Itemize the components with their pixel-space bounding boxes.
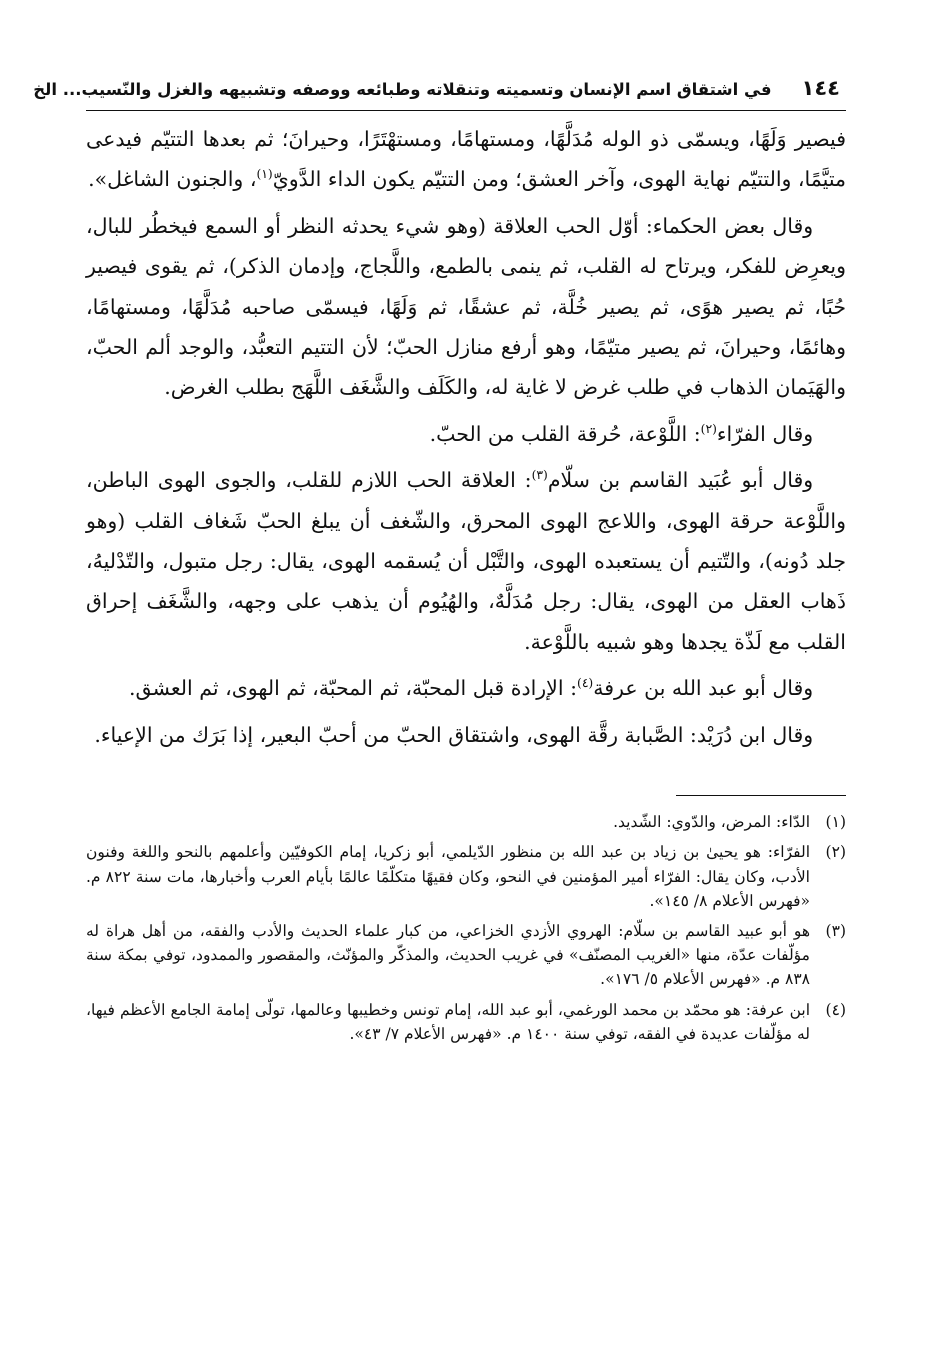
main-text xyxy=(86,119,846,755)
footnote-ref: (١) xyxy=(256,167,273,182)
footnote-number: (٢) xyxy=(825,843,846,862)
page-header xyxy=(33,60,846,111)
footnote-text: الفرّاء: هو يحيىٰ بن زياد بن عبد الله بن منظور الدّيلمي، أبو زكريا، إمام الكوفيّين وأعلمهم بالنحو واللغة وفنون الأدب، وكان يقال: الفرّاء أمير المؤمنين في النحو، وكان فقيهًا متكلّمًا عالمًا بأيام العرب وأخبارها، مات سنة ٨٢٢ م. «فهرس الأعلام ٨/ ١٤٥». xyxy=(86,843,810,910)
footnote-number: (٣) xyxy=(825,921,846,940)
paragraph: فيصير وَلَهًا، ويسمّى ذو الوله مُدَلَّهًا، ومستهامًا، ومستهْتَرًا، وحيرانَ؛ ثم بعدها التتيّم فيدعى متيَّمًا، والتتيّم نهاية الهوى، وآخر العشق؛ ومن التتيّم يكون الداء الدَّويّ$^{(١)}$، والجنون الشاغل». xyxy=(86,127,846,192)
book-page xyxy=(33,60,846,1330)
footnote-ref: (٣) xyxy=(531,468,548,483)
footnote-ref: (٢) xyxy=(700,422,717,437)
footnote xyxy=(86,998,846,1046)
paragraph: وقال بعض الحكماء: أوّل الحب العلاقة (وهو شيء يحدثه النظر أو السمع فيخطُر للبال، ويعرِض للفكر، ويرتاح له القلب، ثم ينمى بالطمع، واللَّجاج، وإدمان الذكر)، ثم يقوى فيصير حُبًا، ثم يصير هوًى، ثم يصير خُلَّة، ثم عشقًا، ثم وَلَهًا، فيسمّى صاحبه مُدَلَّهًا، ومستهامًا، وهائمًا، وحيرانَ، ثم يصير متيّمًا، وهو أرفع منازل الحبّ؛ لأن التتيم التعبُّد، والوجد ألم الحبّ، والهَيَمان الذهاب في طلب غرض لا غاية له، والكَلَف والشَّغَف اللَّهَج بطلب الغرض. xyxy=(86,213,846,400)
footnote xyxy=(86,919,846,992)
footnote-separator xyxy=(676,795,846,796)
paragraph: وقال أبو عُبَيد القاسم بن سلّام$^{(٣)}$: العلاقة الحب اللازم للقلب، والجوى الهوى الباطن، واللَّوْعة حرقة الهوى، واللاعج الهوى المحرق، والشّغف أن يبلغ الحبّ شَغاف القلب (وهو جلد دُونه)، والتّتيم أن يستعبده الهوى، والتَّبْل أن يُسقمه الهوى، يقال: رجل متبول، والتّدْليهُ، ذَهاب العقل من الهوى، يقال: رجل مُدَلَّهٌ، والهُيُوم أن يذهب على وجهه، والشَّغَف إحراق القلب مع لَذّة يجدها وهو شبيه باللَّوْعة. xyxy=(86,468,846,654)
footnote-text: ابن عرفة: هو محمّد بن محمد الورغمي، أبو عبد الله، إمام تونس وخطيبها وعالمها، تولّى إمامة الجامع الأعظم فيها، له مؤلّفات عديدة في الفقه، توفي سنة ١٤٠٠ م. «فهرس الأعلام ٧/ ٤٣». xyxy=(86,1000,810,1043)
paragraph: وقال الفرّاء$^{(٢)}$: اللَّوْعة، حُرقة القلب من الحبّ. xyxy=(429,421,814,446)
paragraph: وقال ابن دُرَيْد: الصَّبابة رقَّة الهوى، واشتقاق الحبّ من أحبّ البعير، إذا بَرَك من الإعياء. xyxy=(94,722,814,747)
footnotes xyxy=(86,810,846,1046)
footnote-number: (١) xyxy=(825,813,846,832)
running-title: في اشتقاق اسم الإنسان وتسميته وتنقلاته وطبائعه ووصفه وتشبيهه والغزل والنّسيب... الخ xyxy=(33,80,772,99)
page-number: ١٤٤ xyxy=(801,76,840,100)
footnote-number: (٤) xyxy=(825,1000,846,1019)
footnote-ref: (٤) xyxy=(577,676,594,691)
footnote-text: هو أبو عبيد القاسم بن سلّام: الهروي الأزدي الخزاعي، من كبار علماء الحديث والأدب والفقه، من أهل هراة له مؤلّفات عدّة، منها «الغريب المصنّف» في غريب الحديث، والمذكّر والمؤنّث، والمقصور والممدود، توفي بمكة سنة ٨٣٨ م. «فهرس الأعلام ٥/ ١٧٦». xyxy=(86,921,810,989)
footnote-text: الدّاء: المرض، والدّوي: الشّديد. xyxy=(613,813,810,832)
footnote xyxy=(86,810,846,834)
footnote xyxy=(86,840,846,913)
paragraph: وقال أبو عبد الله بن عرفة$^{(٤)}$: الإرادة قبل المحبّة، ثم المحبّة، ثم الهوى، ثم العشق. xyxy=(129,676,814,701)
